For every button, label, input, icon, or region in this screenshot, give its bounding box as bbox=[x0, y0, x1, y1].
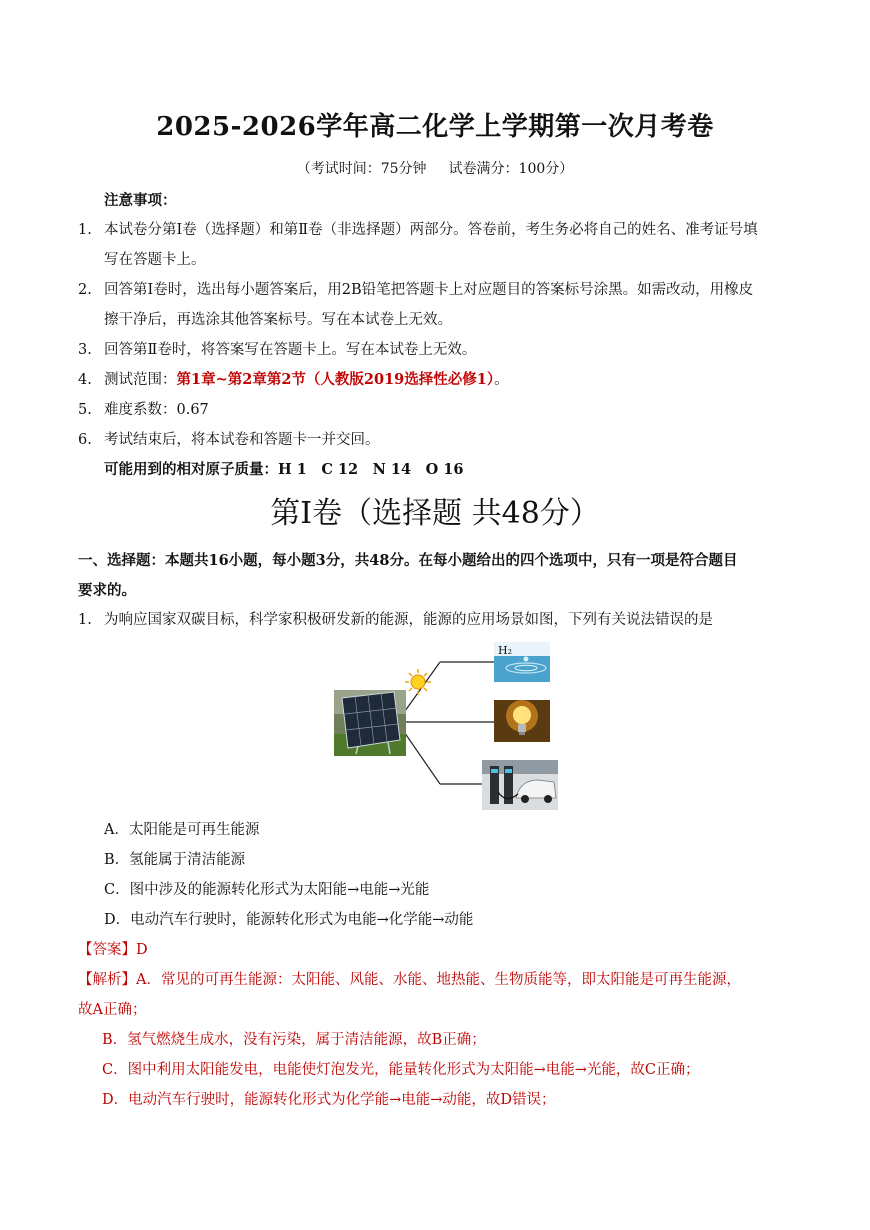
notice-num: 2. bbox=[78, 282, 92, 298]
exam-subtitle bbox=[0, 158, 870, 178]
analysis-line: C．图中利用太阳能发电，电能使灯泡发光，能量转化形式为太阳能→电能→光能，故C正确； bbox=[102, 1062, 700, 1078]
notice-item-5 bbox=[78, 395, 798, 425]
part-intro-line: 一、选择题：本题共16小题，每小题3分，共48分。在每小题给出的四个选项中，只有一项是符合题目 bbox=[78, 552, 738, 569]
answer-line: 【答案】D bbox=[78, 942, 148, 958]
scope-suffix: 。 bbox=[494, 372, 509, 388]
analysis-line: B．氢气燃烧生成水，没有污染，属于清洁能源，故B正确； bbox=[102, 1032, 486, 1048]
notice-num: 5. bbox=[78, 402, 92, 418]
scope-highlight: 第1章~第2章第2节（人教版2019选择性必修1） bbox=[176, 371, 495, 388]
h2-label: H₂ bbox=[498, 644, 513, 657]
notice-line: 写在答题卡上。 bbox=[104, 252, 206, 268]
question-number: 1. bbox=[78, 612, 92, 628]
scope-prefix: 测试范围： bbox=[104, 372, 177, 388]
analysis-block bbox=[78, 965, 794, 1115]
analysis-line: 【解析】A．常见的可再生能源：太阳能、风能、水能、地热能、生物质能等，即太阳能是可再生能源， bbox=[78, 972, 741, 988]
exam-title: 2025-2026学年高二化学上学期第一次月考卷 bbox=[156, 112, 714, 142]
notice-num: 6. bbox=[78, 432, 92, 448]
option-b: B．氢能属于清洁能源 bbox=[104, 852, 246, 868]
solar-panel-image bbox=[334, 690, 406, 756]
notice-item-6 bbox=[78, 425, 798, 455]
notice-item-3 bbox=[78, 335, 798, 365]
question-1-options bbox=[104, 815, 473, 935]
analysis-line: D．电动汽车行驶时，能源转化形式为化学能→电能→动能，故D错误； bbox=[102, 1092, 556, 1108]
part-intro bbox=[78, 546, 794, 606]
ev-charging-image bbox=[482, 760, 558, 810]
sun-icon bbox=[405, 669, 431, 695]
notice-line: 难度系数：0.67 bbox=[104, 402, 209, 418]
analysis-line: 故A正确； bbox=[78, 1002, 147, 1018]
notice-line: 考试结束后，将本试卷和答题卡一并交回。 bbox=[104, 432, 380, 448]
notice-list bbox=[78, 215, 798, 455]
notice-line: 擦干净后，再选涂其他答案标号。写在本试卷上无效。 bbox=[104, 312, 452, 328]
notice-line: 回答第Ⅱ卷时，将答案写在答题卡上。写在本试卷上无效。 bbox=[104, 342, 477, 358]
notice-item-1 bbox=[78, 215, 798, 275]
option-c: C．图中涉及的能源转化形式为太阳能→电能→光能 bbox=[104, 882, 430, 898]
notice-num: 3. bbox=[78, 342, 92, 358]
section-title: 第Ⅰ卷（选择题 共48分） bbox=[270, 496, 600, 531]
question-1-stem bbox=[78, 608, 794, 629]
notice-line bbox=[104, 365, 798, 395]
notice-num: 4. bbox=[78, 372, 92, 388]
energy-application-figure bbox=[330, 636, 562, 816]
option-d: D．电动汽车行驶时，能源转化形式为电能→化学能→动能 bbox=[104, 912, 474, 928]
notice-item-4 bbox=[78, 365, 798, 395]
notice-title: 注意事项： bbox=[104, 192, 177, 209]
exam-time: （考试时间：75分钟 bbox=[296, 161, 427, 177]
notice-line: 回答第Ⅰ卷时，选出每小题答案后，用2B铅笔把答题卡上对应题目的答案标号涂黑。如需改动，用橡皮 bbox=[104, 282, 754, 298]
full-score: 试卷满分：100分） bbox=[448, 161, 574, 177]
notice-line: 本试卷分第Ⅰ卷（选择题）和第Ⅱ卷（非选择题）两部分。答卷前，考生务必将自己的姓名、准考证号填 bbox=[104, 222, 758, 238]
option-a: A．太阳能是可再生能源 bbox=[104, 822, 260, 838]
notice-item-2 bbox=[78, 275, 798, 335]
part-intro-line: 要求的。 bbox=[78, 582, 136, 599]
hydrogen-water-image bbox=[494, 642, 550, 682]
atomic-mass-line: 可能用到的相对原子质量：H 1 C 12 N 14 O 16 bbox=[104, 461, 464, 478]
notice-num: 1. bbox=[78, 222, 92, 238]
question-text: 为响应国家双碳目标，科学家积极研发新的能源，能源的应用场景如图，下列有关说法错误的是 bbox=[104, 612, 713, 628]
light-bulb-image bbox=[494, 700, 550, 742]
